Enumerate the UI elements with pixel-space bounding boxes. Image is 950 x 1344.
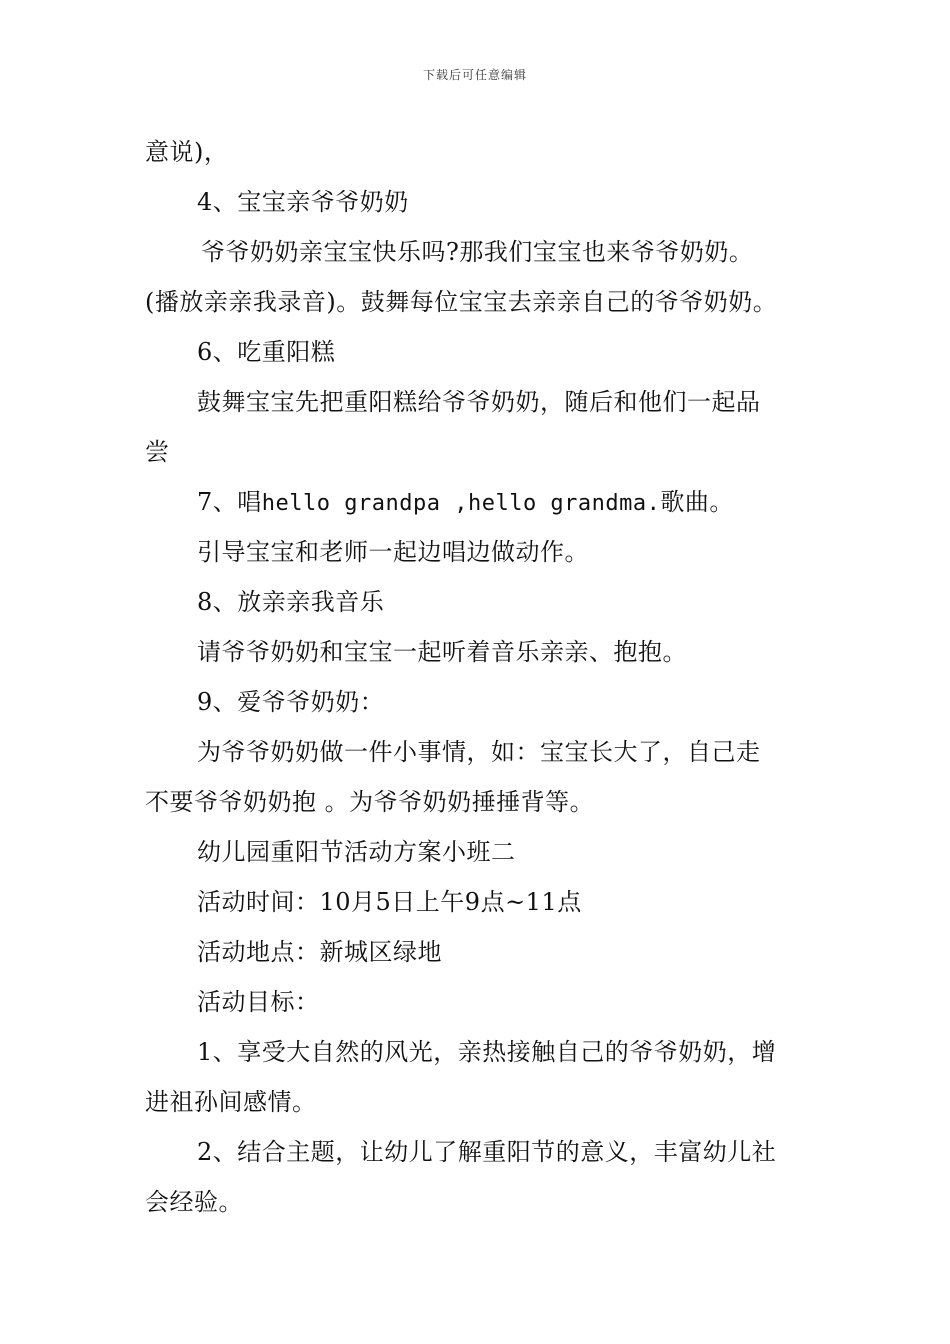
heading-suffix: 歌曲。 <box>660 488 734 516</box>
text-line: 不要爷爷奶奶抱 。为爷爷奶奶捶捶背等。 <box>145 788 595 816</box>
goal-item-1: 1、享受大自然的风光，亲热接触自己的爷爷奶奶，增 <box>197 1038 777 1066</box>
section-heading-4: 4、宝宝亲爷爷奶奶 <box>197 188 409 216</box>
text-line: 爷爷奶奶亲宝宝快乐吗?那我们宝宝也来爷爷奶奶。 <box>201 238 754 266</box>
text-line: 鼓舞宝宝先把重阳糕给爷爷奶奶，随后和他们一起品 <box>197 388 761 416</box>
activity-location: 活动地点：新城区绿地 <box>197 938 442 966</box>
song-title: hello grandpa ,hello grandma. <box>261 491 661 516</box>
text-line: 为爷爷奶奶做一件小事情，如：宝宝长大了，自己走 <box>197 738 761 766</box>
text-line: 尝 <box>145 438 170 466</box>
activity-goals-heading: 活动目标： <box>197 988 320 1016</box>
text-line: 进祖孙间感情。 <box>145 1088 317 1116</box>
page-header: 下载后可任意编辑 <box>422 68 527 82</box>
text-line: 会经验。 <box>145 1188 243 1216</box>
text-line: 请爷爷奶奶和宝宝一起听着音乐亲亲、抱抱。 <box>197 638 687 666</box>
goal-item-2: 2、结合主题，让幼儿了解重阳节的意义，丰富幼儿社 <box>197 1138 777 1166</box>
section-heading-8: 8、放亲亲我音乐 <box>197 588 385 616</box>
activity-time: 活动时间：10月5日上午9点~11点 <box>197 888 582 916</box>
section-heading-7 <box>197 477 734 527</box>
plan-title: 幼儿园重阳节活动方案小班二 <box>197 838 516 866</box>
section-heading-6: 6、吃重阳糕 <box>197 338 336 366</box>
text-line: 意说)， <box>145 138 229 166</box>
text-line: (播放亲亲我录音)。鼓舞每位宝宝去亲亲自己的爷爷奶奶。 <box>145 288 778 316</box>
text-line: 引导宝宝和老师一起边唱边做动作。 <box>197 538 589 566</box>
section-heading-9: 9、爱爷爷奶奶： <box>197 688 385 716</box>
heading-prefix: 7、唱 <box>197 488 262 516</box>
